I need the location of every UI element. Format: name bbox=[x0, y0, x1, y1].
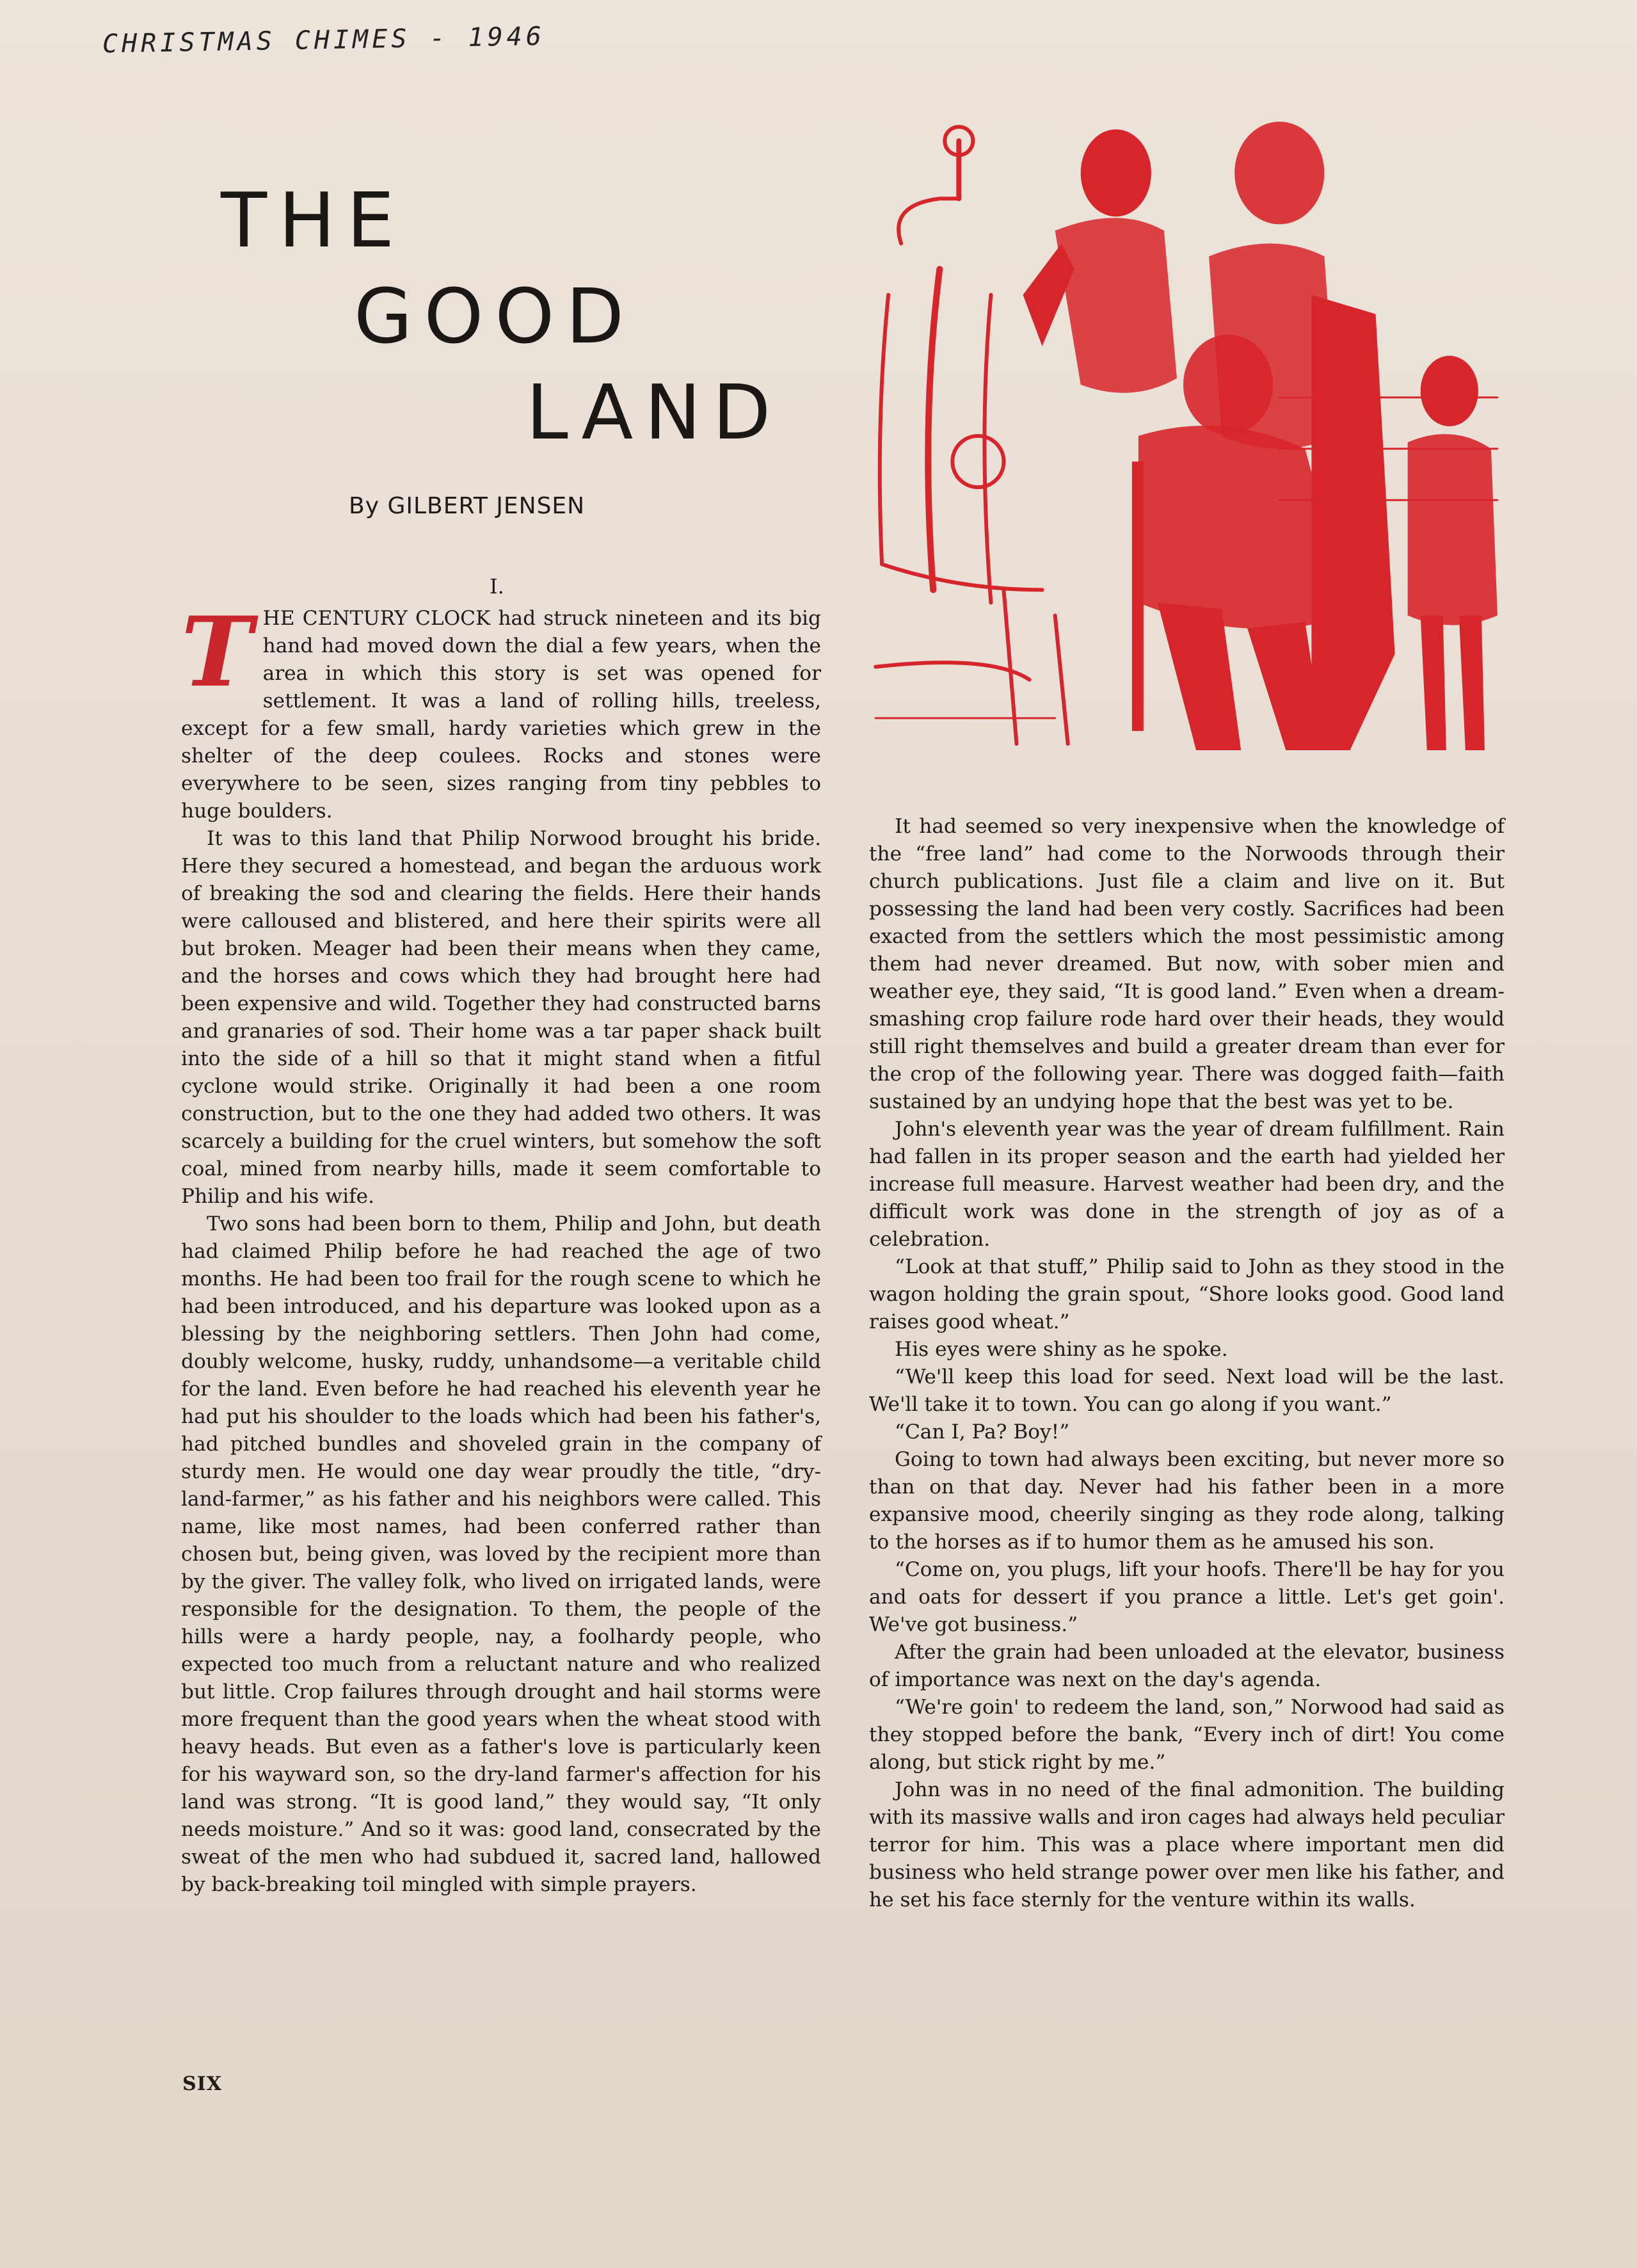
title-line-the: THE bbox=[221, 176, 406, 264]
handwritten-header-note: CHRISTMAS CHIMES - 1946 bbox=[102, 21, 546, 60]
illustration-drawing bbox=[863, 102, 1504, 763]
title-line-land: LAND bbox=[526, 368, 783, 456]
paragraph: “Can I, Pa? Boy!” bbox=[895, 1420, 1070, 1444]
paragraph: Going to town had always been exciting, but never more so than on that day. Never had his father been in a more expansive mood, cheerily singing as they rode along, talking to the horses as if to humor them as he amused his son. bbox=[869, 1448, 1505, 1554]
title-line-good: GOOD bbox=[354, 272, 636, 360]
paragraph: THE CENTURY CLOCK had struck nineteen and its big hand had moved down the dial a few years, when the area in which this story is set was opened for settlement. It was a land of rolling hills, treeless, except for a few small, hardy varieties which grew in the shelter of the deep coulees. Rocks and stones were everywhere to be seen, sizes ranging from tiny pebbles to huge boulders. bbox=[181, 596, 821, 823]
drop-cap: T bbox=[181, 596, 253, 709]
paragraph: “Look at that stuff,” Philip said to John as they stood in the wagon holding the grain spout, “Shore looks good. Good land raises good wheat.” bbox=[869, 1255, 1505, 1333]
paragraph: “We'll keep this load for seed. Next load will be the last. We'll take it to town. You can go along if you want.” bbox=[869, 1365, 1505, 1416]
author-byline: By GILBERT JENSEN bbox=[349, 493, 586, 519]
left-text-column bbox=[181, 596, 821, 1899]
section-number: I. bbox=[490, 574, 504, 599]
paragraph: After the grain had been unloaded at the elevator, business of importance was next on the day's agenda. bbox=[869, 1641, 1505, 1691]
page-folio: SIX bbox=[182, 2073, 222, 2095]
paragraph: It had seemed so very inexpensive when the knowledge of the “free land” had come to the Norwoods through their church publications. Just file a claim and live on it. But possessing the land had been very costly. Sacrifices had been exacted from the settlers which the most pessimistic among them had never dreamed. But now, with sober mien and weather eye, they said, “It is good land.” Even when a dream-smashing crop failure rode hard over their heads, they would still right themselves and build a greater dream than ever for the crop of the following year. There was dogged faith—faith sustained by an undying hope that the best was yet to be. bbox=[869, 815, 1505, 1113]
right-text-column bbox=[869, 813, 1505, 1914]
paragraph: “Come on, you plugs, lift your hoofs. There'll be hay for you and oats for dessert if you prance a little. Let's get goin'. We've got business.” bbox=[869, 1558, 1505, 1636]
paragraph: “We're goin' to redeem the land, son,” Norwood had said as they stopped before the bank, “Every inch of dirt! You come along, but stick right by me.” bbox=[869, 1696, 1505, 1774]
family-portrait-illustration bbox=[863, 102, 1504, 763]
paragraph: His eyes were shiny as he spoke. bbox=[895, 1338, 1228, 1361]
paragraph: It was to this land that Philip Norwood brought his bride. Here they secured a homestead, and began the arduous work of breaking the sod and clearing the fields. Here their hands were calloused and blistered, and here their spirits were all but broken. Meager had been their means when they came, and the horses and cows which they had brought here had been expensive and wild. Together they had constructed barns and granaries of sod. Their home was a tar paper shack built into the side of a hill so that it might stand when a fitful cyclone would strike. Originally it had been a one room construction, but to the one they had added two others. It was scarcely a building for the cruel winters, but somehow the soft coal, mined from nearby hills, made it seem comfortable to Philip and his wife. bbox=[181, 827, 821, 1208]
paragraph: John was in no need of the final admonition. The building with its massive walls and iron cages had always held peculiar terror for him. This was a place where important men did business who held strange power over men like his father, and he set his face sternly for the venture within its walls. bbox=[869, 1778, 1505, 1911]
paragraph: John's eleventh year was the year of dream fulfillment. Rain had fallen in its proper season and the earth had yielded her increase full measure. Harvest weather had been dry, and the difficult work was done in the strength of joy as of a celebration. bbox=[869, 1118, 1505, 1251]
paragraph: Two sons had been born to them, Philip and John, but death had claimed Philip before he had reached the age of two months. He had been too frail for the rough scene to which he had been introduced, and his departure was looked upon as a blessing by the neighboring settlers. Then John had come, doubly welcome, husky, ruddy, unhandsome—a veritable child for the land. Even before he had reached his eleventh year he had put his shoulder to the loads which had been his father's, had pitched bundles and shoveled grain in the company of sturdy men. He would one day wear proudly the title, “dry-land-farmer,” as his father and his neighbors were called. This name, like most names, had been conferred rather than chosen but, being given, was loved by the recipient more than by the giver. The valley folk, who lived on irrigated lands, were responsible for the designation. To them, the people of the hills were a hardy people, nay, a foolhardy people, who expected too much from a reluctant nature and who realized but little. Crop failures through drought and hail storms were more frequent than the good years when the wheat stood with heavy heads. But even as a father's love is particularly keen for his wayward son, so the dry-land farmer's affection for his land was strong. “It is good land,” they would say, “It only needs moisture.” And so it was: good land, consecrated by the sweat of the men who had subdued it, sacred land, hallowed by back-breaking toil mingled with simple prayers. bbox=[181, 1212, 821, 1896]
